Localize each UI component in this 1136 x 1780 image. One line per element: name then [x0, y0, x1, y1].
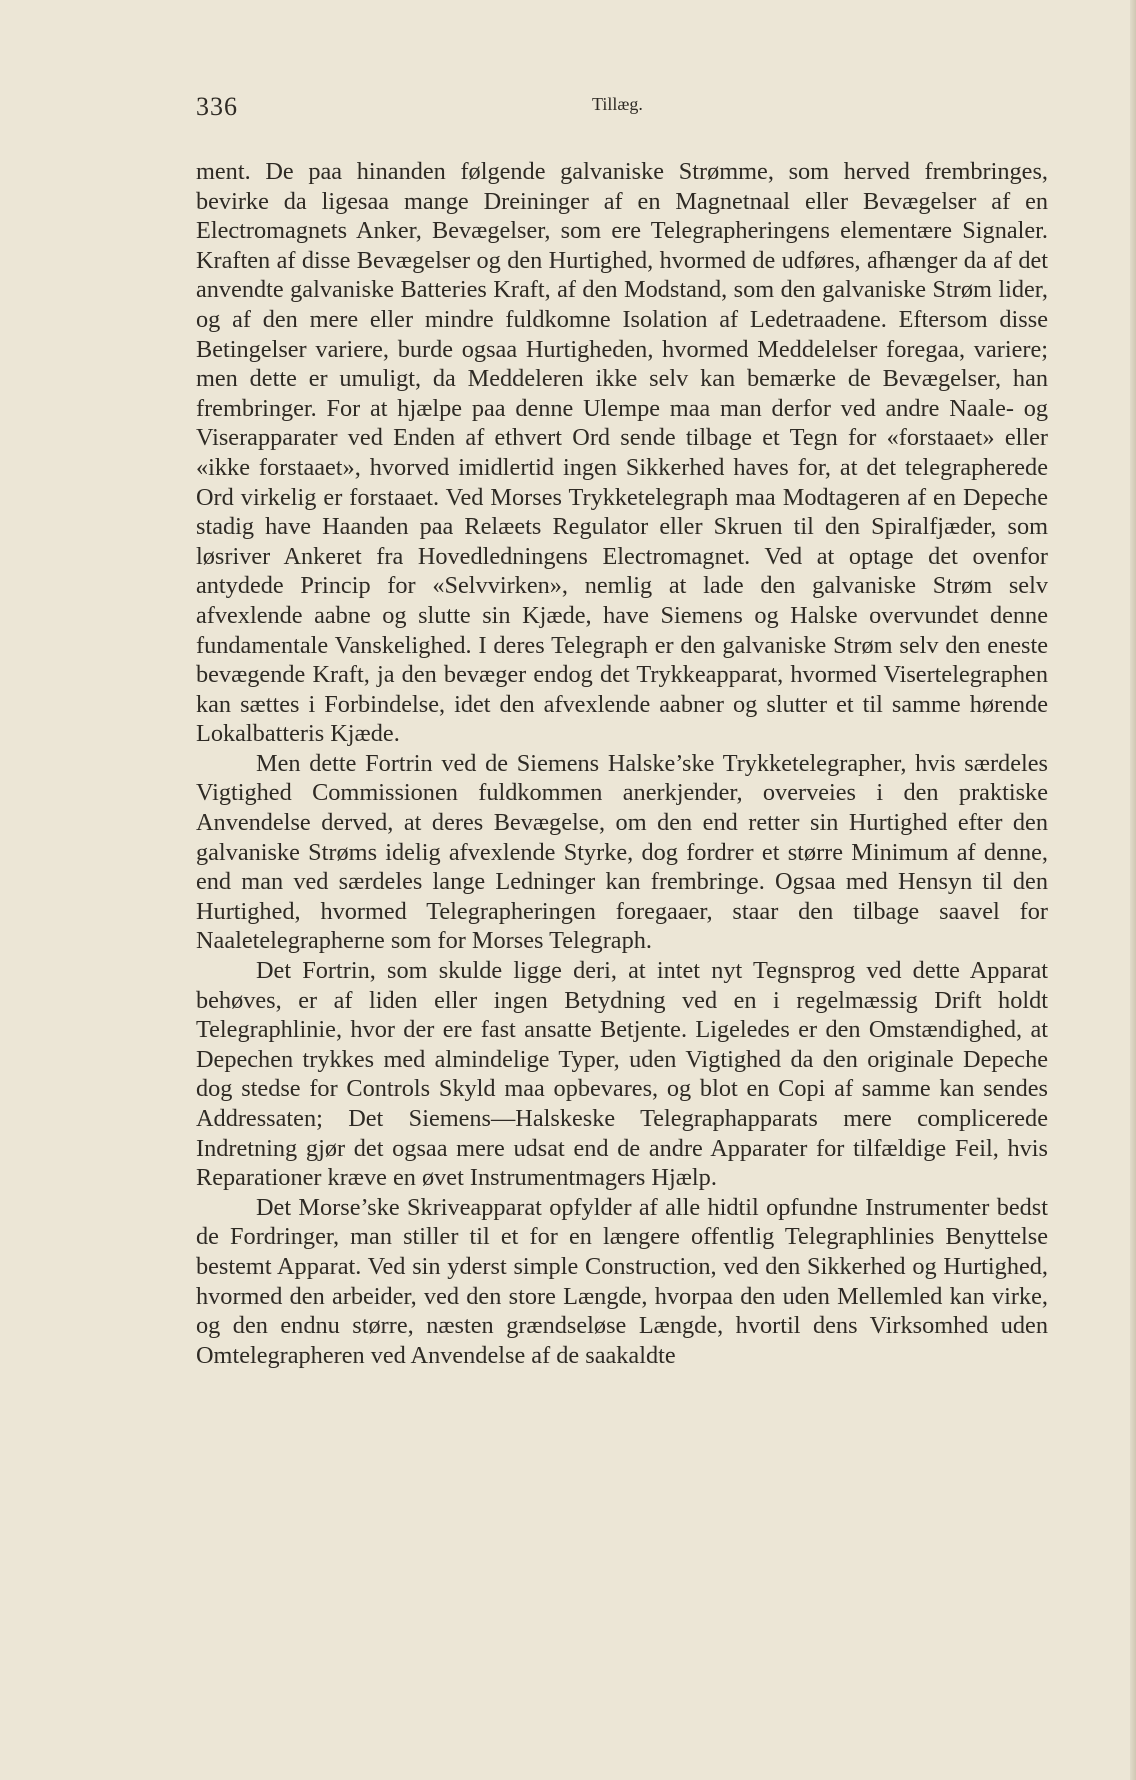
paragraph-3: Det Fortrin, som skulde ligge deri, at intet nyt Tegnsprog ved dette Apparat behøves, er af liden eller ingen Betydning ved en i regelmæssig Drift holdt Telegraphlinie, hvor der ere fast ansatte Betjente. Ligeledes er den Omstændighed, at Depechen trykkes med almindelige Typer, uden Vigtighed da den originale Depeche dog stedse for Controls Skyld maa opbevares, og blot en Copi af samme kan sendes Addressaten; Det Siemens—Halskeske Telegraphapparats mere complicerede Indretning gjør det ogsaa mere udsat end de andre Apparater for tilfældige Feil, hvis Reparationer kræve en øvet Instrumentmagers Hjælp. [196, 957, 1048, 1192]
paragraph-1: ment. De paa hinanden følgende galvaniske Strømme, som herved frembringes, bevirke da ligesaa mange Dreininger af en Magnetnaal eller Bevægelser af en Electromagnets Anker, Bevægelser, som ere Telegrapheringens elementære Signaler. Kraften af disse Bevægelser og den Hurtighed, hvormed de udføres, afhænger da af det anvendte galvaniske Batteries Kraft, af den Modstand, som den galvaniske Strøm lider, og af den mere eller mindre fuldkomne Isolation af Ledetraadene. Eftersom disse Betingelser variere, burde ogsaa Hurtigheden, hvormed Meddelelser foregaa, variere; men dette er umuligt, da Meddeleren ikke selv kan bemærke de Bevægelser, han frembringer. For at hjælpe paa denne Ulempe maa man derfor ved andre Naale- og Viserapparater ved Enden af ethvert Ord sende tilbage et Tegn for «forstaaet» eller «ikke forstaaet», hvorved imidlertid ingen Sikkerhed haves for, at det telegrapherede Ord virkelig er forstaaet. Ved Morses Trykketelegraph maa Modtageren af en Depeche stadig have Haanden paa Relæets Regulator eller Skruen til den Spiralfjæder, som løsriver Ankeret fra Hovedledningens Electromagnet. Ved at optage det ovenfor antydede Princip for «Selvvirken», nemlig at lade den galvaniske Strøm selv afvexlende aabne og slutte sin Kjæde, have Siemens og Halske overvundet denne fundamentale Vanskelighed. I deres Telegraph er den galvaniske Strøm selv den eneste bevægende Kraft, ja den bevæger endog det Trykkeapparat, hvormed Visertelegraphen kan sættes i Forbindelse, idet den afvexlende aabner og slutter et til samme hørende Lokalbatteris Kjæde. [196, 158, 1048, 748]
body-text [196, 157, 1048, 1370]
page-number: 336 [196, 92, 238, 121]
paragraph-2: Men dette Fortrin ved de Siemens Halske’ske Trykketelegrapher, hvis særdeles Vigtighed Commissionen fuldkommen anerkjender, overveies i den praktiske Anvendelse derved, at deres Bevægelse, om den end retter sin Hurtighed efter den galvaniske Strøms idelig afvexlende Styrke, dog fordrer et større Minimum af denne, end man ved særdeles lange Ledninger kan frembringe. Ogsaa med Hensyn til den Hurtighed, hvormed Telegrapheringen foregaaer, staar den tilbage saavel for Naaletelegrapherne som for Morses Telegraph. [196, 749, 1048, 955]
page-edge [1130, 0, 1136, 1780]
paragraph-4: Det Morse’ske Skriveapparat opfylder af alle hidtil opfundne Instrumenter bedst de Fordringer, man stiller til et for en længere offentlig Telegraphlinies Benyttelse bestemt Apparat. Ved sin yderst simple Construction, ved den Sikkerhed og Hurtighed, hvormed den arbeider, ved den store Længde, hvorpaa den uden Mellemled kan virke, og den endnu større, næsten grændseløse Længde, hvortil dens Virksomhed uden Omtelegrapheren ved Anvendelse af de saakaldte [196, 1193, 1048, 1369]
running-head [196, 88, 1048, 128]
running-title: Tillæg. [592, 94, 643, 114]
